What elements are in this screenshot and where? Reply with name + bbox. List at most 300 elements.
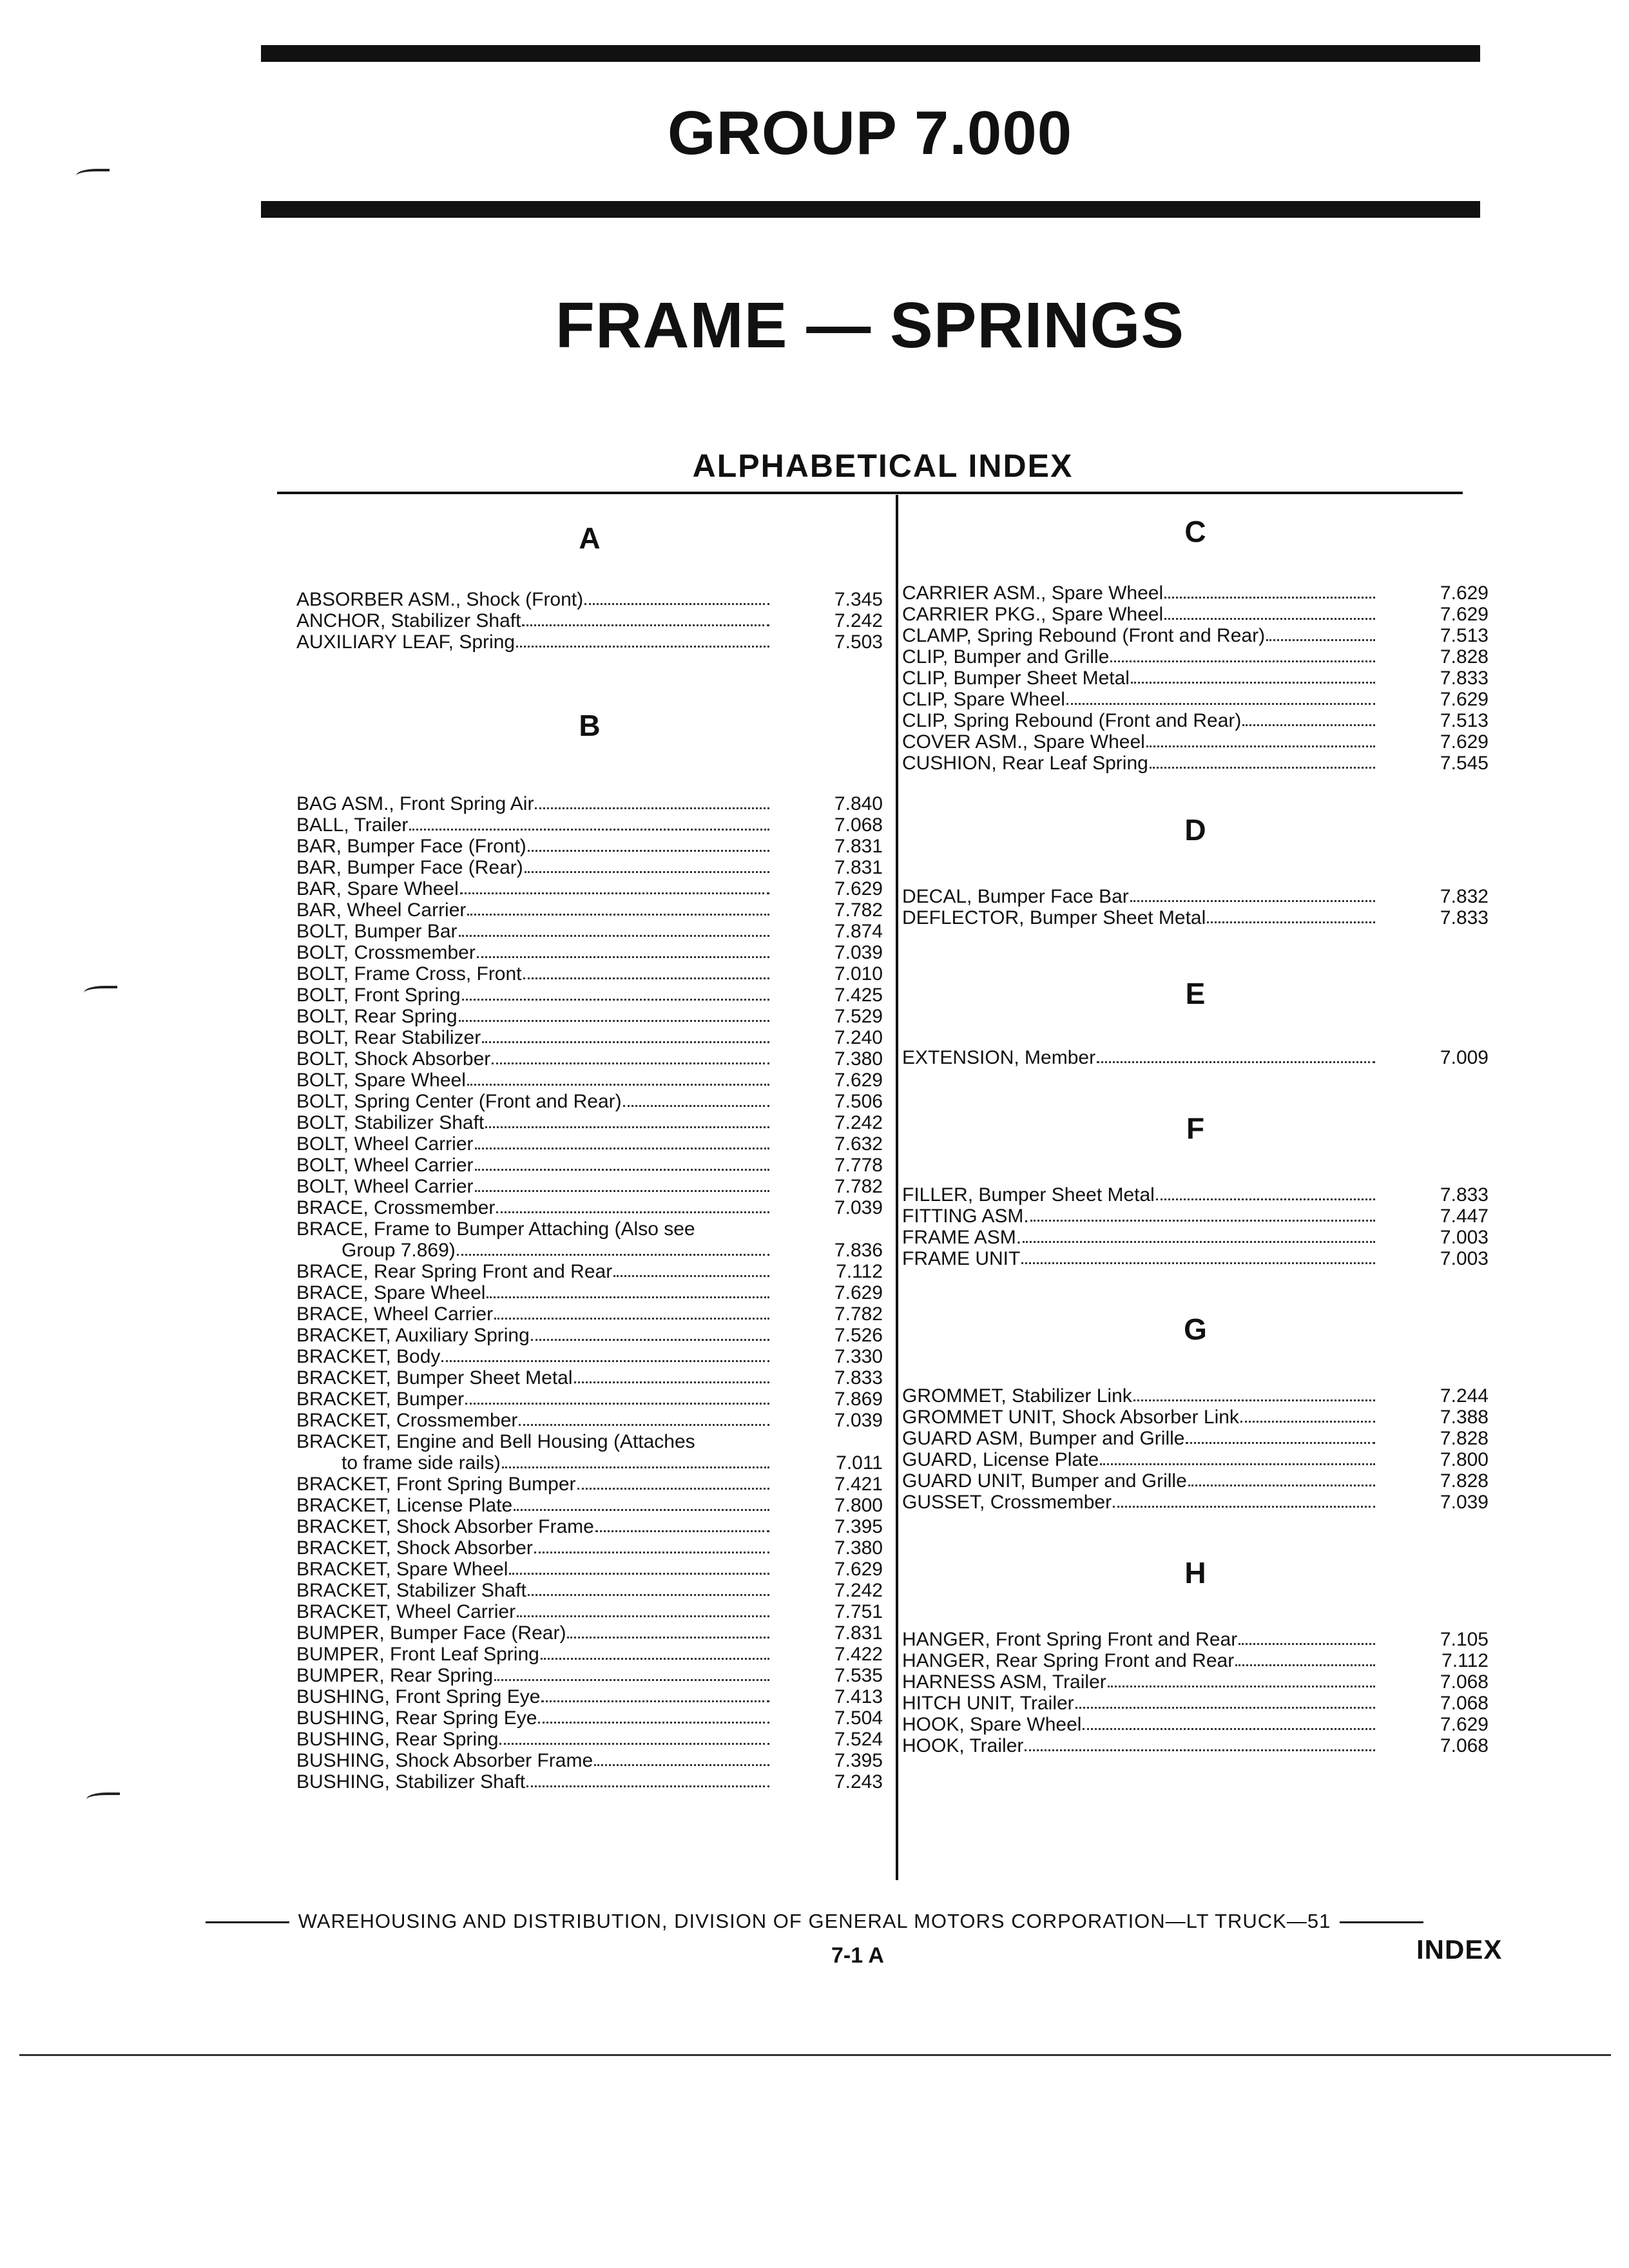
entry-name: BRACKET, Body — [296, 1346, 441, 1367]
entry-name: BOLT, Frame Cross, Front — [296, 963, 522, 985]
entry-name: CARRIER PKG., Spare Wheel — [902, 604, 1164, 625]
entry-name: BRACKET, Auxiliary Spring — [296, 1325, 530, 1346]
dot-leader — [1030, 1220, 1375, 1222]
entry-name: BOLT, Bumper Bar — [296, 921, 458, 942]
dot-leader — [523, 977, 769, 979]
index-entry — [296, 1112, 883, 1133]
dot-leader — [517, 1615, 769, 1617]
index-entry — [902, 1248, 1489, 1269]
dot-leader — [525, 871, 769, 873]
dot-leader — [528, 1594, 769, 1596]
section-letter-g: G — [1184, 1312, 1207, 1346]
dot-leader — [577, 1488, 770, 1490]
section-letter-f: F — [1186, 1111, 1205, 1145]
index-entry — [902, 1693, 1489, 1714]
dot-leader — [534, 1552, 769, 1553]
binder-hole-mark — [86, 1792, 120, 1804]
footer-dash-right — [1340, 1921, 1423, 1923]
entry-page: 7.003 — [1440, 1248, 1489, 1269]
dot-leader — [496, 1211, 769, 1213]
entry-page: 7.831 — [834, 1622, 883, 1644]
index-entry — [296, 1218, 883, 1240]
entry-page: 7.833 — [1440, 668, 1489, 689]
index-entry — [296, 1474, 883, 1495]
index-entry — [296, 1240, 883, 1261]
group-title: GROUP 7.000 — [667, 99, 1073, 168]
index-entry — [902, 1714, 1489, 1735]
index-entry — [296, 985, 883, 1006]
dot-leader — [475, 1190, 769, 1192]
dot-leader — [459, 935, 769, 937]
dot-leader — [485, 1126, 769, 1128]
entry-page: 7.629 — [1440, 731, 1489, 753]
dot-leader — [492, 1062, 769, 1064]
entry-name: CLIP, Bumper and Grille — [902, 646, 1110, 668]
entry-name: HITCH UNIT, Trailer — [902, 1693, 1074, 1714]
entry-name: FRAME ASM. — [902, 1227, 1022, 1248]
index-column-right — [902, 509, 1489, 1756]
dot-leader — [595, 1530, 769, 1532]
entries-g — [902, 1385, 1489, 1513]
entry-name: ABSORBER ASM., Shock (Front) — [296, 589, 584, 610]
entry-name: BOLT, Shock Absorber — [296, 1048, 491, 1070]
entry-page: 7.629 — [834, 1282, 883, 1303]
entry-page: 7.425 — [834, 985, 883, 1006]
page-number: 7-1 A — [831, 1943, 884, 1968]
dot-leader — [1235, 1664, 1375, 1666]
entry-name: GUARD UNIT, Bumper and Grille — [902, 1470, 1187, 1492]
dot-leader — [541, 1658, 769, 1660]
dot-leader — [460, 892, 769, 894]
dot-leader — [499, 1743, 769, 1745]
index-entry — [902, 646, 1489, 668]
index-entry — [296, 899, 883, 921]
dot-leader — [538, 1722, 769, 1724]
index-entry — [296, 1431, 883, 1452]
dot-leader — [1266, 639, 1375, 641]
dot-leader — [1156, 1198, 1375, 1200]
entry-page: 7.629 — [834, 1559, 883, 1580]
entry-page: 7.629 — [1440, 1714, 1489, 1735]
entry-name: BAR, Bumper Face (Front) — [296, 836, 526, 857]
entry-page: 7.506 — [834, 1091, 883, 1112]
entry-name: HANGER, Rear Spring Front and Rear — [902, 1650, 1235, 1671]
entry-page: 7.836 — [834, 1240, 883, 1261]
index-column-left — [296, 509, 883, 1792]
entry-page: 7.244 — [1440, 1385, 1489, 1407]
index-entry — [902, 1385, 1489, 1407]
entry-name: DEFLECTOR, Bumper Sheet Metal — [902, 907, 1206, 928]
entry-name: BRACE, Crossmember — [296, 1197, 496, 1218]
entry-name: BALL, Trailer — [296, 814, 409, 836]
entry-name: BUSHING, Rear Spring — [296, 1729, 499, 1750]
dot-leader — [441, 1360, 769, 1362]
entry-page: 7.380 — [834, 1537, 883, 1559]
bottom-rule — [19, 2054, 1611, 2056]
dot-leader — [528, 850, 769, 852]
entry-page: 7.831 — [834, 857, 883, 878]
dot-leader — [409, 829, 769, 831]
entry-name: CLIP, Bumper Sheet Metal — [902, 668, 1130, 689]
index-entry — [902, 582, 1489, 604]
entry-name: BUMPER, Rear Spring — [296, 1665, 494, 1686]
entry-page: 7.011 — [836, 1452, 883, 1474]
index-entry — [296, 1091, 883, 1112]
entry-page: 7.242 — [834, 1580, 883, 1601]
dot-leader — [475, 1148, 769, 1149]
index-entry — [296, 1537, 883, 1559]
index-entry — [296, 1048, 883, 1070]
entry-page: 7.112 — [1441, 1650, 1489, 1671]
entry-name: CLIP, Spring Rebound (Front and Rear) — [902, 710, 1242, 731]
entry-name: BRACKET, Spare Wheel — [296, 1559, 508, 1580]
entry-page: 7.413 — [834, 1686, 883, 1707]
entry-page: 7.535 — [834, 1665, 883, 1686]
section-letter-b: B — [579, 709, 601, 742]
entry-name: BUMPER, Front Leaf Spring — [296, 1644, 539, 1665]
dot-leader — [494, 1318, 769, 1320]
index-entry — [296, 1389, 883, 1410]
entry-page: 7.068 — [834, 814, 883, 836]
entry-page: 7.524 — [834, 1729, 883, 1750]
index-entry — [296, 1601, 883, 1622]
index-entry — [902, 1735, 1489, 1756]
entry-page: 7.039 — [834, 942, 883, 963]
section-letter-d: D — [1184, 813, 1206, 847]
dot-leader — [1083, 1728, 1375, 1730]
index-entry — [902, 689, 1489, 710]
entry-page: 7.242 — [834, 1112, 883, 1133]
section-letter-a: A — [579, 521, 601, 555]
dot-leader — [1075, 1707, 1375, 1709]
section-title: FRAME — SPRINGS — [555, 289, 1185, 361]
entry-page: 7.039 — [1440, 1492, 1489, 1513]
index-entry — [296, 793, 883, 814]
index-entry — [296, 1176, 883, 1197]
dot-leader — [623, 1105, 769, 1107]
entry-name: BRACKET, Wheel Carrier — [296, 1601, 516, 1622]
dot-leader — [1242, 724, 1375, 726]
entry-page: 7.778 — [834, 1155, 883, 1176]
dot-leader — [1188, 1485, 1375, 1486]
index-entry — [296, 857, 883, 878]
index-entry — [296, 1622, 883, 1644]
entry-page: 7.800 — [1440, 1449, 1489, 1470]
index-entry — [296, 1070, 883, 1091]
index-entry — [296, 963, 883, 985]
index-entry — [296, 814, 883, 836]
dot-leader — [594, 1764, 769, 1766]
entry-name: BRACKET, Shock Absorber — [296, 1537, 533, 1559]
entry-page: 7.751 — [834, 1601, 883, 1622]
entry-page: 7.068 — [1440, 1671, 1489, 1693]
index-entry — [296, 921, 883, 942]
entry-name: Group 7.869) — [342, 1240, 456, 1261]
index-entry — [296, 1410, 883, 1431]
dot-leader — [1133, 1399, 1375, 1401]
index-entry — [296, 878, 883, 899]
entry-name: GUARD, License Plate — [902, 1449, 1099, 1470]
index-entry — [902, 625, 1489, 646]
index-entry — [296, 942, 883, 963]
entry-name: BUSHING, Shock Absorber Frame — [296, 1750, 593, 1771]
entry-page: 7.629 — [834, 1070, 883, 1091]
entry-page: 7.632 — [834, 1133, 883, 1155]
dot-leader — [475, 1169, 769, 1171]
entry-page: 7.112 — [836, 1261, 883, 1282]
index-entry — [902, 668, 1489, 689]
index-entry — [296, 1729, 883, 1750]
entry-name: FITTING ASM. — [902, 1206, 1029, 1227]
index-rule — [277, 492, 1463, 494]
dot-leader — [1021, 1262, 1375, 1264]
entry-page: 7.800 — [834, 1495, 883, 1516]
entry-page: 7.545 — [1440, 753, 1489, 774]
index-entry — [902, 1449, 1489, 1470]
index-entry — [296, 1261, 883, 1282]
entry-page: 7.629 — [1440, 582, 1489, 604]
index-entry — [902, 1227, 1489, 1248]
index-entry — [296, 1303, 883, 1325]
dot-leader — [567, 1637, 769, 1639]
dot-leader — [1186, 1442, 1375, 1444]
dot-leader — [467, 1084, 769, 1086]
dot-leader — [477, 956, 769, 958]
entry-page: 7.629 — [1440, 604, 1489, 625]
entry-name: BOLT, Crossmember — [296, 942, 476, 963]
entry-page: 7.345 — [834, 589, 883, 610]
entry-name: BUSHING, Rear Spring Eye — [296, 1707, 537, 1729]
dot-leader — [1097, 1061, 1375, 1063]
entry-name: BOLT, Wheel Carrier — [296, 1133, 474, 1155]
entry-page: 7.831 — [834, 836, 883, 857]
dot-leader — [1239, 1643, 1375, 1645]
entry-page: 7.009 — [1440, 1047, 1489, 1068]
index-entry — [296, 631, 883, 653]
dot-leader — [526, 1785, 769, 1787]
entry-name: CUSHION, Rear Leaf Spring — [902, 753, 1148, 774]
entry-name: CLIP, Spare Wheel — [902, 689, 1065, 710]
entry-page: 7.380 — [834, 1048, 883, 1070]
entry-page: 7.421 — [834, 1474, 883, 1495]
index-entry — [296, 1367, 883, 1389]
entry-page: 7.833 — [1440, 907, 1489, 928]
index-title: ALPHABETICAL INDEX — [692, 448, 1074, 484]
index-entry — [902, 604, 1489, 625]
index-entry — [902, 1184, 1489, 1206]
dot-leader — [457, 1254, 769, 1256]
index-entry — [296, 1006, 883, 1027]
entry-name: HANGER, Front Spring Front and Rear — [902, 1629, 1238, 1650]
dot-leader — [462, 999, 769, 1001]
dot-leader — [1164, 618, 1375, 620]
binder-hole-mark — [76, 169, 110, 180]
entry-page: 7.833 — [834, 1367, 883, 1389]
entry-page: 7.629 — [834, 878, 883, 899]
dot-leader — [467, 914, 769, 916]
entry-name: BRACKET, Bumper Sheet Metal — [296, 1367, 573, 1389]
index-entry — [296, 1516, 883, 1537]
entry-name: CLAMP, Spring Rebound (Front and Rear) — [902, 625, 1266, 646]
entry-page: 7.629 — [1440, 689, 1489, 710]
entry-name: BOLT, Wheel Carrier — [296, 1176, 474, 1197]
section-letter-e: E — [1185, 977, 1206, 1010]
entry-name: BOLT, Front Spring — [296, 985, 461, 1006]
dot-leader — [535, 807, 769, 809]
entry-page: 7.828 — [1440, 1428, 1489, 1449]
entry-name: HOOK, Trailer — [902, 1735, 1024, 1756]
entry-page: 7.513 — [1440, 710, 1489, 731]
index-entry — [902, 731, 1489, 753]
entry-page: 7.513 — [1440, 625, 1489, 646]
index-entry — [296, 1133, 883, 1155]
index-entry — [296, 1495, 883, 1516]
entry-name: COVER ASM., Spare Wheel — [902, 731, 1145, 753]
entries-a — [296, 589, 883, 653]
index-entry — [902, 1407, 1489, 1428]
index-entry — [296, 610, 883, 631]
index-entry — [902, 907, 1489, 928]
entry-page: 7.526 — [834, 1325, 883, 1346]
dot-leader — [1110, 660, 1375, 662]
dot-leader — [509, 1573, 769, 1575]
entry-name: BRACKET, License Plate — [296, 1495, 513, 1516]
dot-leader — [1023, 1241, 1375, 1243]
entry-page: 7.833 — [1440, 1184, 1489, 1206]
entry-page: 7.422 — [834, 1644, 883, 1665]
index-entry — [902, 710, 1489, 731]
entry-name: BOLT, Wheel Carrier — [296, 1155, 474, 1176]
entries-e — [902, 1047, 1489, 1068]
entry-name: BOLT, Rear Spring — [296, 1006, 458, 1027]
index-entry — [902, 1047, 1489, 1068]
entry-name: BRACE, Wheel Carrier — [296, 1303, 494, 1325]
index-entry — [902, 1428, 1489, 1449]
index-entry — [296, 1027, 883, 1048]
entry-page: 7.240 — [834, 1027, 883, 1048]
entry-name: FRAME UNIT — [902, 1248, 1021, 1269]
entry-page: 7.068 — [1440, 1693, 1489, 1714]
index-entry — [296, 1346, 883, 1367]
entry-name: FILLER, Bumper Sheet Metal — [902, 1184, 1155, 1206]
entry-name: BRACE, Frame to Bumper Attaching (Also see — [296, 1218, 695, 1240]
entry-page: 7.782 — [834, 899, 883, 921]
section-letter-h: H — [1184, 1556, 1206, 1590]
entry-name: BOLT, Stabilizer Shaft — [296, 1112, 485, 1133]
entry-page: 7.782 — [834, 1303, 883, 1325]
index-entry — [902, 753, 1489, 774]
entry-page: 7.039 — [834, 1410, 883, 1431]
entries-f — [902, 1184, 1489, 1269]
entry-name: ANCHOR, Stabilizer Shaft — [296, 610, 521, 631]
footer-dash-left — [206, 1921, 289, 1923]
entry-page: 7.874 — [834, 921, 883, 942]
binder-hole-mark — [84, 986, 117, 997]
entry-name: GUSSET, Crossmember — [902, 1492, 1112, 1513]
index-entry — [296, 1197, 883, 1218]
index-entry — [296, 1665, 883, 1686]
dot-leader — [1240, 1421, 1375, 1423]
dot-leader — [1131, 682, 1375, 684]
entry-name: HARNESS ASM, Trailer — [902, 1671, 1106, 1693]
dot-leader — [1150, 767, 1375, 769]
entry-page: 7.832 — [1440, 886, 1489, 907]
entry-page: 7.039 — [834, 1197, 883, 1218]
entry-page: 7.330 — [834, 1346, 883, 1367]
index-entry — [296, 1707, 883, 1729]
entries-c — [902, 582, 1489, 774]
entry-name: BOLT, Rear Stabilizer — [296, 1027, 481, 1048]
dot-leader — [487, 1296, 769, 1298]
dot-leader — [514, 1509, 769, 1511]
entry-name: BUSHING, Stabilizer Shaft — [296, 1771, 526, 1792]
dot-leader — [613, 1275, 769, 1277]
entry-name: BOLT, Spring Center (Front and Rear) — [296, 1091, 622, 1112]
dot-leader — [1130, 900, 1375, 902]
index-entry — [296, 1771, 883, 1792]
index-entry — [902, 1492, 1489, 1513]
entry-name: BRACE, Rear Spring Front and Rear — [296, 1261, 613, 1282]
entry-name: BRACE, Spare Wheel — [296, 1282, 486, 1303]
index-entry — [296, 1559, 883, 1580]
dot-leader — [584, 603, 769, 605]
entry-name: BRACKET, Bumper — [296, 1389, 465, 1410]
entry-name: CARRIER ASM., Spare Wheel — [902, 582, 1164, 604]
entry-page: 7.503 — [834, 631, 883, 653]
entry-name: BAR, Spare Wheel — [296, 878, 459, 899]
entry-name: BUMPER, Bumper Face (Rear) — [296, 1622, 566, 1644]
entry-page: 7.242 — [834, 610, 883, 631]
dot-leader — [531, 1339, 769, 1341]
entry-page: 7.782 — [834, 1176, 883, 1197]
entry-name: BRACKET, Shock Absorber Frame — [296, 1516, 594, 1537]
entry-name: BRACKET, Front Spring Bumper — [296, 1474, 576, 1495]
header-bottom-rule — [261, 201, 1480, 218]
dot-leader — [574, 1381, 769, 1383]
index-entry — [902, 886, 1489, 907]
index-entry — [296, 1580, 883, 1601]
entry-name: BOLT, Spare Wheel — [296, 1070, 466, 1091]
entries-h — [902, 1629, 1489, 1756]
index-entry — [296, 1452, 883, 1474]
entry-name: BRACKET, Crossmember — [296, 1410, 518, 1431]
index-entry — [296, 1155, 883, 1176]
entry-page: 7.388 — [1440, 1407, 1489, 1428]
entry-name: EXTENSION, Member — [902, 1047, 1096, 1068]
entry-page: 7.529 — [834, 1006, 883, 1027]
entry-page: 7.504 — [834, 1707, 883, 1729]
index-entry — [902, 1629, 1489, 1650]
index-label: INDEX — [1416, 1934, 1503, 1965]
index-entry — [296, 1282, 883, 1303]
dot-leader — [459, 1020, 769, 1022]
entry-name: GROMMET UNIT, Shock Absorber Link — [902, 1407, 1239, 1428]
dot-leader — [1100, 1463, 1375, 1465]
entry-name: BAR, Wheel Carrier — [296, 899, 467, 921]
entry-page: 7.840 — [834, 793, 883, 814]
publisher-text: WAREHOUSING AND DISTRIBUTION, DIVISION OF GENERAL MOTORS CORPORATION—LT TRUCK—51 — [298, 1910, 1331, 1932]
dot-leader — [465, 1403, 769, 1405]
entry-page: 7.869 — [834, 1389, 883, 1410]
entry-page: 7.068 — [1440, 1735, 1489, 1756]
dot-leader — [1146, 745, 1375, 747]
column-divider — [896, 495, 898, 1880]
index-entry — [296, 1325, 883, 1346]
entry-name: to frame side rails) — [342, 1452, 501, 1474]
dot-leader — [519, 1424, 769, 1426]
header-top-rule — [261, 45, 1480, 62]
dot-leader — [522, 624, 769, 626]
